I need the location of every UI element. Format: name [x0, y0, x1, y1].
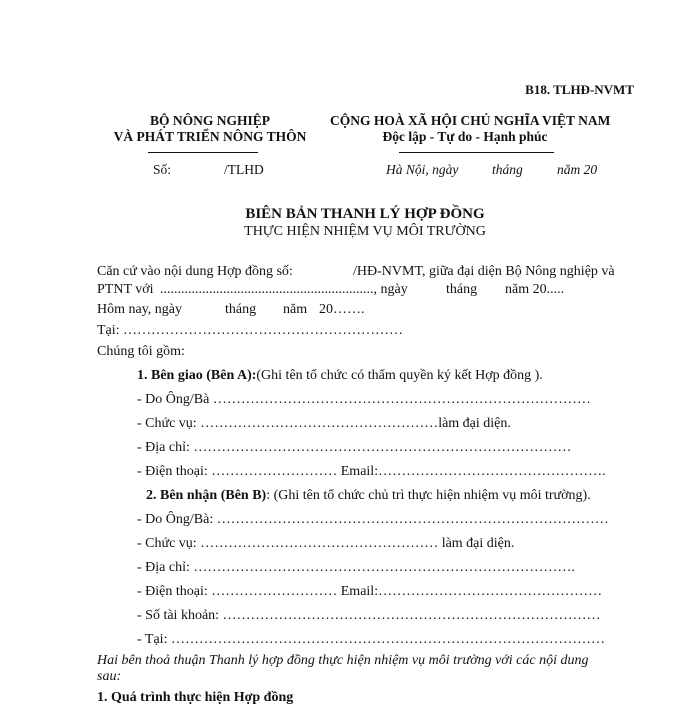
national-header: [330, 113, 611, 145]
document-subtitle: THỰC HIỆN NHIỆM VỤ MÔI TRƯỜNG: [244, 224, 486, 239]
today-month: tháng: [225, 302, 257, 317]
doc-number-label: Số:: [153, 162, 172, 177]
ministry-line2: VÀ PHÁT TRIỂN NÔNG THÔN: [113, 129, 307, 144]
basis-line-1b: /HĐ-NVMT, giữa đại diện Bộ Nông nghiệp và: [353, 264, 615, 279]
agreement-line-2: sau:: [97, 669, 122, 684]
form-code: B18. TLHĐ-NVMT: [525, 82, 634, 97]
today-year: năm: [283, 302, 308, 317]
place-date: Hà Nội, ngày: [386, 162, 459, 177]
party-a-heading-line: [137, 367, 543, 384]
agreement-line-1: Hai bên thoả thuận Thanh lý hợp đồng thực hiện nhiệm vụ môi trường với các nội dung: [97, 653, 589, 668]
date-month: tháng: [492, 162, 523, 177]
document-title: BIÊN BẢN THANH LÝ HỢP ĐỒNG: [245, 206, 485, 222]
party-a-position: - Chức vụ: ……………………………………………làm đại diện.: [137, 416, 511, 431]
parties-intro: Chúng tôi gồm:: [97, 344, 185, 359]
party-a-address: - Địa chỉ: ………………………………………………………………………: [137, 440, 572, 455]
party-a-heading: 1. Bên giao (Bên A):: [137, 368, 257, 383]
party-b-note: : (Ghi tên tổ chức chủ trì thực hiện nhiệm vụ môi trường).: [266, 488, 591, 503]
date-year: năm 20: [557, 162, 598, 177]
party-b-representative: - Do Ông/Bà: …………………………………………………………………………: [137, 512, 609, 527]
basis-line-2c: tháng: [446, 282, 478, 297]
party-b-address: - Địa chỉ: ……………………………………………………………………….: [137, 560, 575, 575]
section-1-heading: 1. Quá trình thực hiện Hợp đồng: [97, 690, 294, 705]
party-a-representative: - Do Ông/Bà ………………………………………………………………………: [137, 392, 591, 407]
ministry-name: [90, 113, 330, 145]
ministry-underline: [148, 152, 258, 153]
party-a-note: (Ghi tên tổ chức có thẩm quyền ký kết Hợp đồng ).: [256, 368, 543, 383]
today-label: Hôm nay, ngày: [97, 302, 183, 317]
party-b-position: - Chức vụ: …………………………………………… làm đại diện.: [137, 536, 515, 551]
party-b-bank-account: - Số tài khoản: ………………………………………………………………………: [137, 608, 601, 623]
party-a-phone-email: - Điện thoại: ……………………… Email:………………………………………….: [137, 464, 606, 479]
doc-number-suffix: /TLHD: [224, 162, 264, 177]
basis-line-2d: năm 20.....: [505, 282, 565, 297]
party-b-heading-line: [146, 487, 591, 504]
location-line: Tại: ……………………………………………………: [97, 323, 404, 338]
basis-line-1a: Căn cứ vào nội dung Hợp đồng số:: [97, 264, 293, 279]
basis-line-2a: PTNT với: [97, 282, 154, 297]
party-b-heading: 2. Bên nhận (Bên B): [146, 488, 267, 503]
party-b-phone-email: - Điện thoại: ……………………… Email:…………………………………………: [137, 584, 603, 599]
ministry-line1: BỘ NÔNG NGHIỆP: [149, 113, 270, 128]
national-underline: [399, 152, 554, 153]
national-line1: CỘNG HOÀ XÃ HỘI CHỦ NGHĨA VIỆT NAM: [330, 113, 611, 128]
national-motto: Độc lập - Tự do - Hạnh phúc: [382, 129, 548, 144]
party-b-bank-place: - Tại: …………………………………………………………………………………: [137, 632, 605, 647]
basis-line-2b: ............................................................., ngày: [160, 282, 408, 297]
today-year-value: 20…….: [319, 302, 365, 317]
